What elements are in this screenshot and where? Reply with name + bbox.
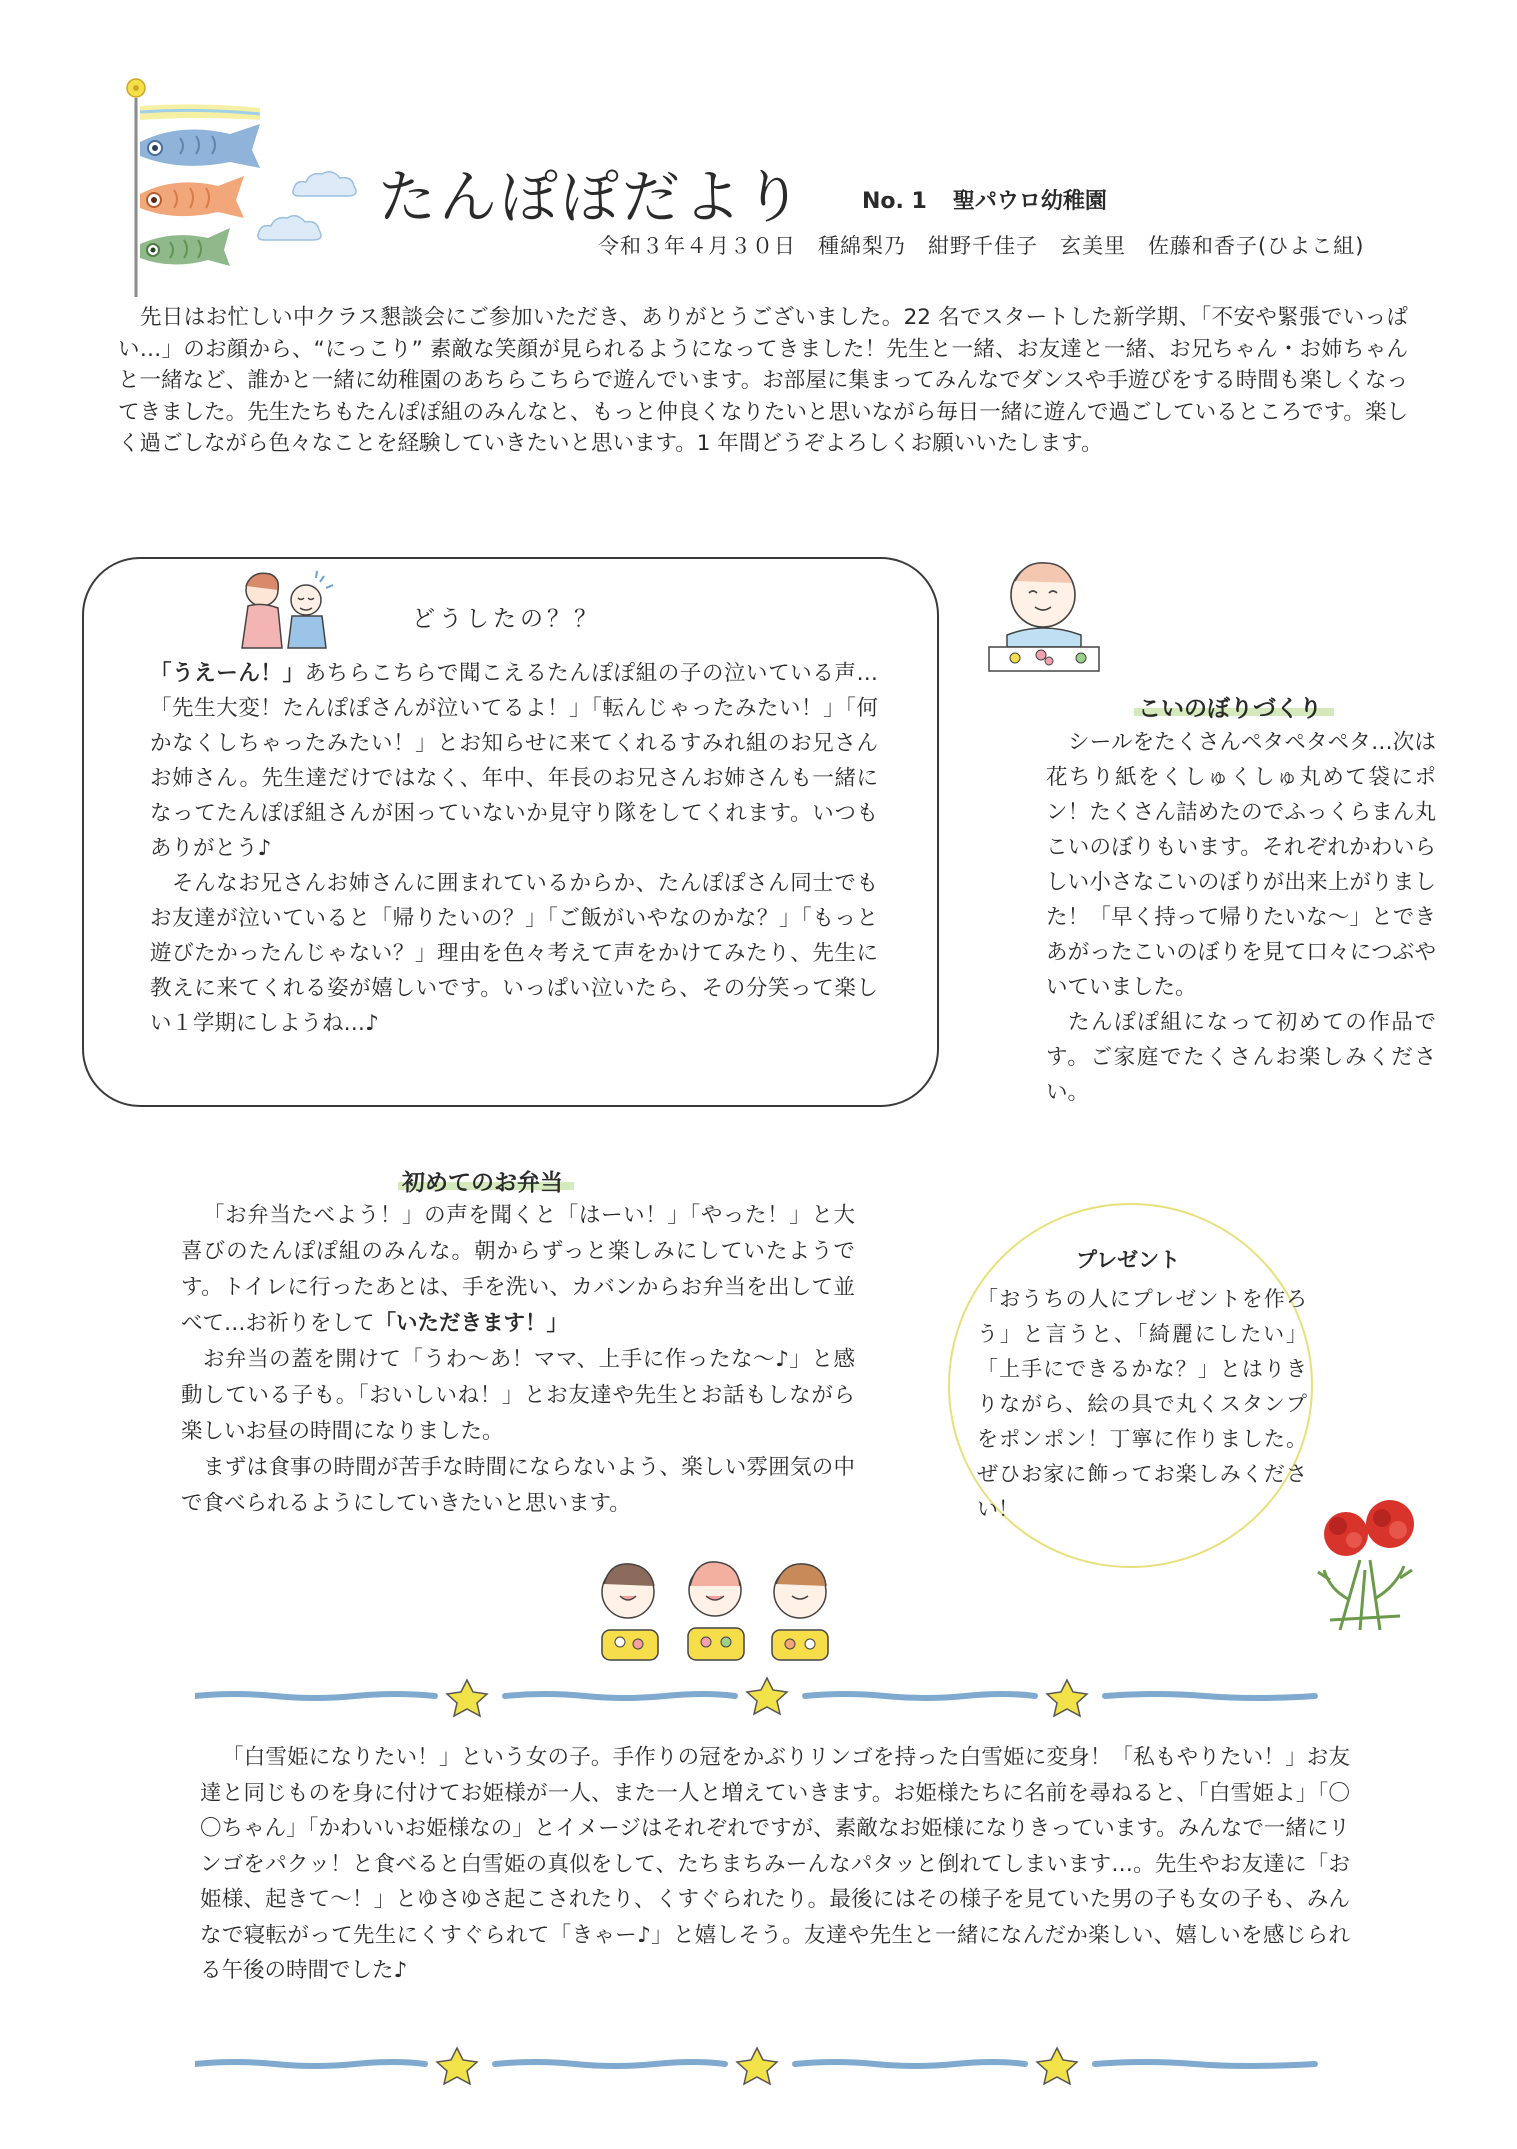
- date-and-authors: 令和３年４月３０日 種綿梨乃 紺野千佳子 玄美里 佐藤和香子(ひよこ組): [598, 234, 1365, 258]
- doushita-lead-bold: 「うえーん！」: [150, 661, 305, 686]
- star-icon: [1047, 1680, 1087, 1716]
- star-icon: [1037, 2048, 1077, 2084]
- doushita-heading: どうしたの？？: [412, 606, 601, 632]
- issue-number: No. 1: [862, 189, 927, 214]
- cloud-icon: [255, 212, 325, 246]
- teacher-hugging-child-icon: [222, 568, 342, 653]
- shirayuki-paragraph: 「白雪姫になりたい！」という女の子。手作りの冠をかぶりリンゴを持った白雪姫に変身！「私もやりたい！」お友達と同じものを身に付けてお姫様が一人、また一人と増えていきます。お姫様たちに名前を尋ねると、「白雪姫よ」「〇〇ちゃん」「かわいいお姫様なの」とイメージはそれぞれですが、素敵なお姫様になりきっています。みんなで一緒にリンゴをパクッ！と食べると白雪姫の真似をして、たちまちみーんなパタッと倒れてしまいます…。先生やお友達に「お姫様、起きて～！」とゆさゆさ起こされたり、くすぐられたり。最後にはその様子を見ていた男の子も女の子も、みんなで寝転がって先生にくすぐられて「きゃー♪」と嬉しそう。友達や先生と一緒になんだか楽しい、嬉しいを感じられる午後の時間でした♪: [200, 1745, 1350, 1983]
- koinobori-paragraph-1: シールをたくさんペタペタペタ…次は花ちり紙をくしゅくしゅ丸めて袋にポン！たくさん詰めたのでふっくらまん丸こいのぼりもいます。それぞれかわいらしい小さなこいのぼりが出来上がりました！「早く持って帰りたいな～」とできあがったこいのぼりを見て口々につぶやいていました。: [1046, 730, 1436, 1000]
- bento-paragraph-3: まずは食事の時間が苦手な時間にならないよう、楽しい雰囲気の中で食べられるようにしていきたいと思います。: [181, 1455, 855, 1516]
- star-icon: [737, 2048, 777, 2084]
- present-paragraph: 「おうちの人にプレゼントを作ろう」と言うと、「綺麗にしたい」「上手にできるかな？」とはりきりながら、絵の具で丸くスタンプをポンポン！丁寧に作りました。ぜひお家に飾ってお楽しみください！: [977, 1287, 1307, 1521]
- present-heading: プレゼント: [1076, 1248, 1181, 1272]
- intro-paragraph: 先日はお忙しい中クラス懇談会にご参加いただき、ありがとうございました。22 名でスタートした新学期、「不安や緊張でいっぱい…」のお顔から、“にっこり” 素敵な笑顔が見られるようになってきました！先生と一緒、お友達と一緒、お兄ちゃん・お姉ちゃんと一緒など、誰かと一緒に幼稚園のあちらこちらで遊んでいます。お部屋に集まってみんなでダンスや手遊びをする時間も楽しくなってきました。先生たちもたんぽぽ組のみんなと、もっと仲良くなりたいと思いながら毎日一緒に遊んで過ごしているところです。楽しく過ごしながら色々なことを経験していきたいと思います。1 年間どうぞよろしくお願いいたします。: [118, 305, 1408, 456]
- koinobori-body: [1046, 725, 1436, 1110]
- intro-section: [118, 302, 1408, 460]
- child-crafting-icon: [985, 555, 1103, 675]
- cloud-icon: [290, 168, 360, 202]
- star-icon: [747, 1678, 787, 1714]
- children-eating-bento-icon: [580, 1552, 850, 1670]
- present-body: [977, 1282, 1307, 1527]
- bento-heading: 初めてのお弁当: [402, 1170, 563, 1196]
- bento-paragraph-1-text: 「お弁当たべよう！」の声を聞くと「はーい！」「やった！」と大喜びのたんぽぽ組のみんな。朝からずっと楽しみにしていたようです。トイレに行ったあとは、手を洗い、カバンからお弁当を出して並べて…お祈りをして: [181, 1203, 855, 1336]
- bento-body: [181, 1198, 855, 1522]
- carnation-bouquet-icon: [1290, 1490, 1440, 1640]
- blue-carp-icon: [140, 124, 260, 168]
- pinwheel-icon: [127, 79, 145, 97]
- star-divider-bottom: [195, 2040, 1325, 2086]
- koinobori-paragraph-2: たんぽぽ組になって初めての作品です。ご家庭でたくさんお楽しみください。: [1046, 1010, 1436, 1105]
- doushita-paragraph-2: そんなお兄さんお姉さんに囲まれているからか、たんぽぽさん同士でもお友達が泣いていると「帰りたいの？」「ご飯がいやなのかな？」「もっと遊びたかったんじゃない？」理由を色々考えて声をかけてみたり、先生に教えに来てくれる姿が嬉しいです。いっぱい泣いたら、その分笑って楽しい１学期にしようね…♪: [150, 871, 878, 1036]
- doushita-paragraph-1: [150, 656, 878, 866]
- star-icon: [437, 2048, 477, 2084]
- doushita-body: [150, 656, 878, 1041]
- koinobori-illustration: [110, 72, 290, 307]
- koinobori-heading: こいのぼりづくり: [1138, 696, 1322, 722]
- carnation-flower-icon: [1366, 1500, 1414, 1548]
- star-icon: [447, 1680, 487, 1716]
- star-divider-top: [195, 1672, 1325, 1718]
- carnation-flower-icon: [1324, 1512, 1368, 1556]
- orange-carp-icon: [140, 176, 244, 218]
- issue-line: [862, 184, 1133, 215]
- doushita-paragraph-1-text: あちらこちらで聞こえるたんぽぽ組の子の泣いている声…「先生大変！たんぽぽさんが泣いてるよ！」「転んじゃったみたい！」「何かなくしちゃったみたい！」とお知らせに来てくれるすみれ組のお兄さんお姉さん。先生達だけではなく、年中、年長のお兄さんお姉さんも一緒になってたんぽぽ組さんが困っていないか見守り隊をしてくれます。いつもありがとう♪: [150, 661, 878, 861]
- bento-itadakimasu-bold: 「いただきます！」: [374, 1311, 569, 1336]
- school-name: 聖パウロ幼稚園: [952, 189, 1107, 214]
- bento-paragraph-2: お弁当の蓋を開けて「うわ～あ！ママ、上手に作ったな～♪」と感動している子も。「おいしいね！」とお友達や先生とお話もしながら楽しいお昼の時間になりました。: [181, 1347, 855, 1444]
- green-carp-icon: [140, 228, 230, 266]
- bento-paragraph-1: [181, 1198, 855, 1342]
- newsletter-title: たんぽぽだより: [378, 163, 806, 231]
- shirayuki-section: [200, 1740, 1350, 1989]
